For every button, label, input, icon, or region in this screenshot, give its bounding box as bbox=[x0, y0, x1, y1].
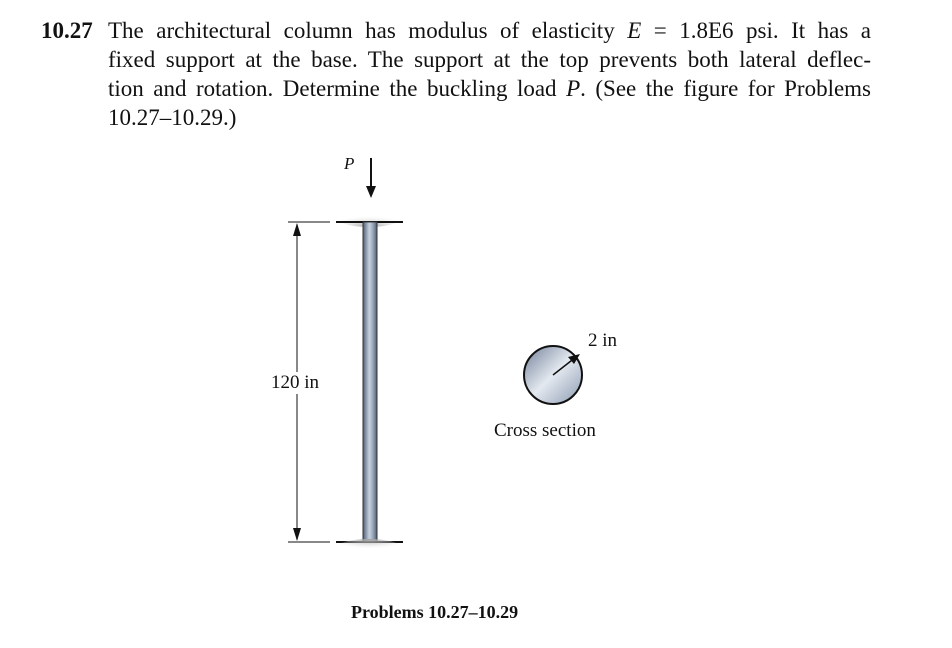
cross-section bbox=[524, 346, 582, 404]
bottom-support bbox=[336, 539, 403, 555]
problem-line-1-text-a: The architectural column has modulus of elasticity bbox=[108, 18, 628, 43]
length-label: 120 in bbox=[271, 372, 320, 393]
variable-e: E bbox=[627, 18, 642, 43]
column bbox=[363, 222, 377, 542]
load-label: P bbox=[344, 154, 355, 173]
problem-line-1-text-b: = 1.8E6 psi. It has a bbox=[641, 18, 872, 43]
figure-caption: Problems 10.27–10.29 bbox=[351, 602, 519, 622]
cross-section-label: Cross section bbox=[494, 420, 596, 441]
problem-number: 10.27 bbox=[41, 18, 93, 43]
load-arrow bbox=[366, 158, 376, 198]
problem-line-2: fixed support at the base. The support at the top prevents both lateral deflec- bbox=[108, 47, 871, 72]
radius-label: 2 in bbox=[588, 330, 618, 351]
variable-p: P bbox=[566, 76, 581, 101]
problem-line-4: 10.27–10.29.) bbox=[108, 105, 237, 130]
problem-line-3-text-b: . (See the figure for Problems bbox=[580, 76, 872, 101]
problem-line-3-text-a: tion and rotation. Determine the buckling load bbox=[108, 76, 567, 101]
